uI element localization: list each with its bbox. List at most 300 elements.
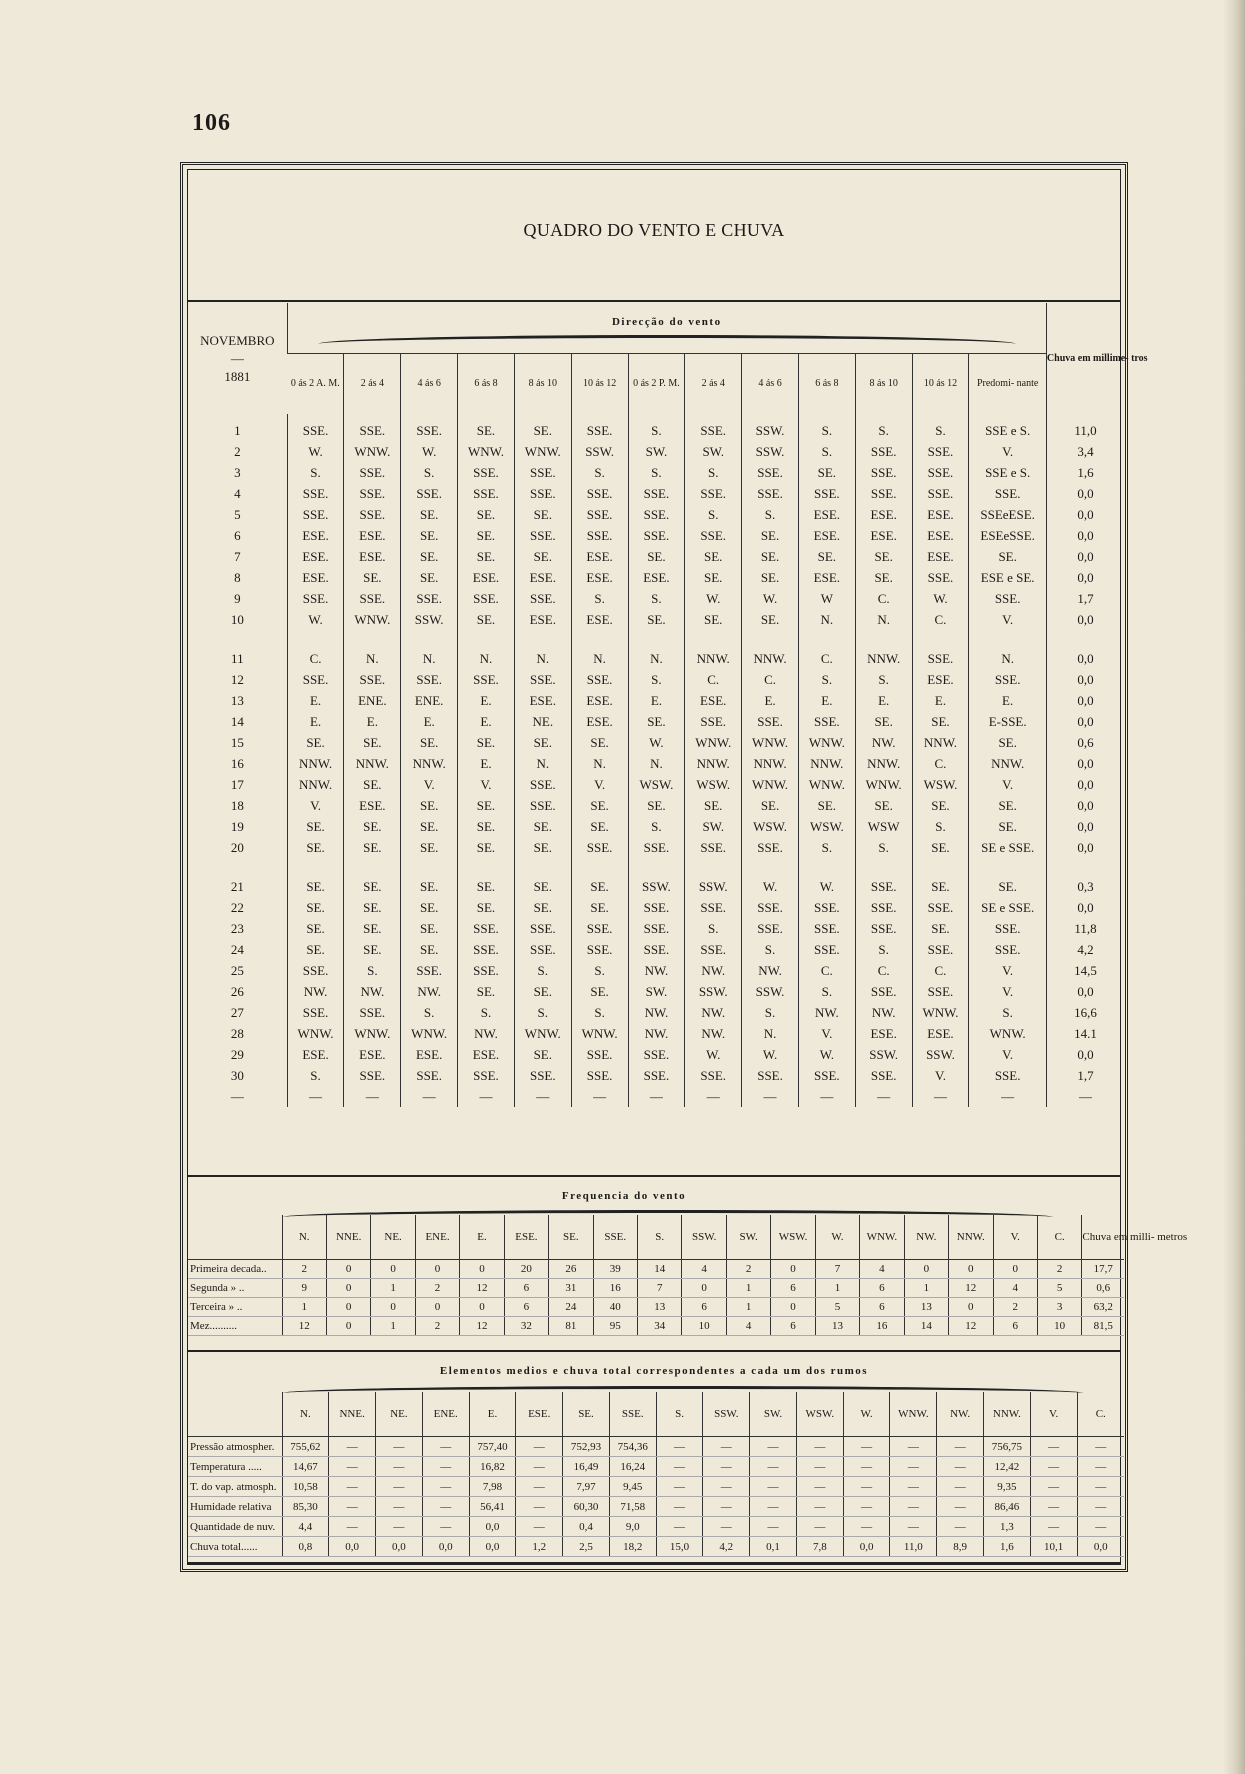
- direction-cell: SSE.: [798, 897, 855, 918]
- direction-cell: S.: [742, 939, 799, 960]
- direction-cell: E.: [912, 690, 969, 711]
- direction-cell: SSE.: [571, 669, 628, 690]
- rain-cell: 0,0: [1046, 525, 1124, 546]
- elements-value-cell: —: [516, 1517, 563, 1537]
- elements-value-cell: —: [656, 1517, 703, 1537]
- table-row: [188, 795, 1124, 816]
- table-row: [188, 504, 1124, 525]
- direction-cell: S.: [798, 669, 855, 690]
- direction-cell: SSW.: [742, 441, 799, 462]
- direction-cell: SE.: [571, 795, 628, 816]
- period-header: 10 ás 12: [571, 354, 628, 415]
- frequency-direction-header: NE.: [371, 1215, 415, 1260]
- direction-cell: WNW.: [401, 1023, 458, 1044]
- elements-value-cell: —: [703, 1477, 750, 1497]
- table-row: [188, 939, 1124, 960]
- direction-cell: SSE.: [287, 960, 344, 981]
- elements-value-cell: —: [376, 1457, 423, 1477]
- direction-cell: SSE.: [855, 462, 912, 483]
- elements-value-cell: —: [329, 1437, 376, 1457]
- direction-cell: SSE.: [571, 939, 628, 960]
- frequency-value-cell: 14: [638, 1260, 682, 1279]
- direction-cell: SSE.: [798, 918, 855, 939]
- direction-cell: E.: [344, 711, 401, 732]
- direction-cell: SE.: [742, 525, 799, 546]
- elements-value-cell: 0,8: [282, 1537, 329, 1557]
- frequency-direction-header: WSW.: [771, 1215, 815, 1260]
- direction-cell: SE.: [401, 837, 458, 858]
- elements-value-cell: —: [329, 1457, 376, 1477]
- elements-value-cell: —: [1077, 1517, 1124, 1537]
- direction-cell: SSW.: [855, 1044, 912, 1065]
- table-row: [188, 816, 1124, 837]
- predominant-cell: SSE.: [969, 939, 1047, 960]
- gap-cell: [685, 858, 742, 876]
- table-row: [188, 1279, 1124, 1298]
- gap-cell: [798, 630, 855, 648]
- elements-value-cell: 7,98: [469, 1477, 516, 1497]
- direction-cell: N.: [344, 648, 401, 669]
- direction-cell: WNW.: [458, 441, 515, 462]
- frequency-direction-header: W.: [815, 1215, 859, 1260]
- frequency-value-cell: 0: [415, 1260, 459, 1279]
- direction-cell: SE.: [912, 876, 969, 897]
- gap-cell: [401, 858, 458, 876]
- direction-cell: SSE.: [912, 939, 969, 960]
- rain-cell: 14.1: [1046, 1023, 1124, 1044]
- period-header: 8 ás 10: [855, 354, 912, 415]
- direction-cell: SW.: [685, 441, 742, 462]
- predominant-cell: SE.: [969, 876, 1047, 897]
- direction-cell: SE.: [458, 816, 515, 837]
- direction-cell: SSE.: [798, 711, 855, 732]
- frequency-value-cell: 0: [326, 1317, 370, 1336]
- frequency-direction-header: NW.: [904, 1215, 948, 1260]
- direction-cell: E.: [742, 690, 799, 711]
- direction-cell: SSE.: [571, 414, 628, 441]
- direction-cell: WNW.: [571, 1023, 628, 1044]
- elements-value-cell: —: [1077, 1477, 1124, 1497]
- direction-cell: ESE.: [855, 504, 912, 525]
- period-header: Predomi- nante: [969, 354, 1047, 415]
- elements-value-cell: 1,6: [984, 1537, 1031, 1557]
- gap-cell: [912, 858, 969, 876]
- direction-cell: SE.: [685, 567, 742, 588]
- direction-cell: NW.: [798, 1002, 855, 1023]
- rain-cell: 0,0: [1046, 897, 1124, 918]
- direction-cell: SSE.: [685, 837, 742, 858]
- period-header-row: [188, 354, 1124, 415]
- frequency-value-cell: 6: [504, 1279, 548, 1298]
- direction-cell: W.: [401, 441, 458, 462]
- direction-cell: NW.: [685, 1023, 742, 1044]
- direction-cell: V.: [912, 1065, 969, 1086]
- direction-cell: SSE.: [912, 648, 969, 669]
- direction-cell: SSE.: [742, 483, 799, 504]
- direction-cell: —: [571, 1086, 628, 1107]
- elements-value-cell: —: [329, 1477, 376, 1497]
- rain-cell: 0,0: [1046, 837, 1124, 858]
- elements-value-cell: —: [656, 1497, 703, 1517]
- table-row: [188, 1537, 1124, 1557]
- direction-cell: S.: [798, 981, 855, 1002]
- frequency-value-cell: 63,2: [1082, 1298, 1124, 1317]
- direction-cell: ESE.: [912, 525, 969, 546]
- direction-cell: S.: [912, 816, 969, 837]
- direction-cell: SSE.: [855, 441, 912, 462]
- direction-cell: S.: [514, 960, 571, 981]
- direction-cell: ESE.: [458, 567, 515, 588]
- direction-cell: ESE.: [571, 711, 628, 732]
- elements-value-cell: 4,4: [282, 1517, 329, 1537]
- direction-cell: ESE.: [855, 1023, 912, 1044]
- direction-cell: E.: [458, 753, 515, 774]
- elements-value-cell: 756,75: [984, 1437, 1031, 1457]
- elements-value-cell: 0,0: [1077, 1537, 1124, 1557]
- rain-cell: 14,5: [1046, 960, 1124, 981]
- elements-table: [188, 1392, 1124, 1557]
- predominant-cell: ESEeSSE.: [969, 525, 1047, 546]
- elements-value-cell: 86,46: [984, 1497, 1031, 1517]
- rain-cell: 1,7: [1046, 588, 1124, 609]
- frequency-direction-header: SW.: [726, 1215, 770, 1260]
- elements-value-cell: —: [329, 1517, 376, 1537]
- direction-cell: SE.: [458, 837, 515, 858]
- elements-header-row: [188, 1392, 1124, 1437]
- direction-cell: NNW.: [685, 648, 742, 669]
- direction-cell: W: [798, 588, 855, 609]
- direction-cell: WNW.: [742, 732, 799, 753]
- elements-value-cell: —: [796, 1497, 843, 1517]
- direction-cell: SE.: [344, 732, 401, 753]
- direction-cell: N.: [401, 648, 458, 669]
- predominant-cell: V.: [969, 774, 1047, 795]
- elements-value-cell: 10,58: [282, 1477, 329, 1497]
- direction-cell: SE.: [287, 918, 344, 939]
- direction-cell: SE.: [685, 609, 742, 630]
- table-row: [188, 669, 1124, 690]
- frequency-table-body: [188, 1260, 1124, 1336]
- period-header: 2 ás 4: [685, 354, 742, 415]
- gap-cell: [287, 630, 344, 648]
- direction-cell: SSE.: [344, 483, 401, 504]
- direction-cell: SW.: [628, 441, 685, 462]
- predominant-cell: S.: [969, 1002, 1047, 1023]
- direction-cell: NNW.: [344, 753, 401, 774]
- predominant-cell: SSE e S.: [969, 414, 1047, 441]
- direction-cell: WSW.: [742, 816, 799, 837]
- elements-value-cell: —: [937, 1517, 984, 1537]
- predominant-cell: WNW.: [969, 1023, 1047, 1044]
- frequency-value-cell: 2: [415, 1317, 459, 1336]
- day-cell: 4: [234, 486, 241, 501]
- table-frame: [180, 162, 1188, 1572]
- elements-value-cell: 9,35: [984, 1477, 1031, 1497]
- direction-cell: W.: [798, 876, 855, 897]
- direction-cell: S.: [571, 462, 628, 483]
- direction-cell: S.: [628, 669, 685, 690]
- direction-cell: SSE.: [344, 462, 401, 483]
- period-header: 6 ás 8: [458, 354, 515, 415]
- frequency-value-cell: 4: [726, 1317, 770, 1336]
- direction-cell: ESE.: [685, 690, 742, 711]
- period-header: 0 ás 2 A. M.: [287, 354, 344, 415]
- direction-cell: SE.: [401, 876, 458, 897]
- direction-cell: SE.: [401, 897, 458, 918]
- direction-cell: C.: [287, 648, 344, 669]
- direction-cell: SSE.: [855, 897, 912, 918]
- elements-value-cell: —: [796, 1457, 843, 1477]
- day-cell: 27: [230, 1005, 244, 1020]
- direction-cell: NW.: [685, 960, 742, 981]
- direction-cell: V.: [798, 1023, 855, 1044]
- direction-cell: C.: [912, 609, 969, 630]
- direction-cell: SSE.: [287, 1002, 344, 1023]
- direction-cell: SSE.: [685, 711, 742, 732]
- row-gap: [188, 630, 1124, 648]
- direction-cell: S.: [855, 837, 912, 858]
- day-cell: 24: [230, 942, 244, 957]
- gap-cell: [514, 858, 571, 876]
- direction-cell: SE.: [401, 504, 458, 525]
- direction-cell: SE.: [401, 567, 458, 588]
- direction-cell: SE.: [571, 816, 628, 837]
- elements-value-cell: —: [329, 1497, 376, 1517]
- day-cell: 7: [234, 549, 241, 564]
- table-row: [188, 1477, 1124, 1497]
- direction-cell: SSW.: [685, 981, 742, 1002]
- direction-cell: SE.: [912, 837, 969, 858]
- frequency-value-cell: 3: [1037, 1298, 1081, 1317]
- frequency-direction-header: WNW.: [860, 1215, 904, 1260]
- gap-cell: [344, 858, 401, 876]
- gap-cell: [571, 858, 628, 876]
- direction-cell: SSE.: [628, 483, 685, 504]
- rain-cell: —: [1046, 1086, 1124, 1107]
- direction-cell: N.: [742, 1023, 799, 1044]
- elements-value-cell: 85,30: [282, 1497, 329, 1517]
- direction-cell: SSE.: [514, 774, 571, 795]
- elements-value-cell: 755,62: [282, 1437, 329, 1457]
- elements-row-label: Chuva total......: [188, 1537, 282, 1557]
- direction-cell: SSE.: [742, 918, 799, 939]
- direction-cell: SSE.: [628, 525, 685, 546]
- direction-cell: N.: [628, 753, 685, 774]
- day-cell: 18: [230, 798, 244, 813]
- direction-cell: C.: [855, 960, 912, 981]
- elements-value-cell: —: [1030, 1517, 1077, 1537]
- direction-cell: SE.: [742, 609, 799, 630]
- frequency-value-cell: 13: [815, 1317, 859, 1336]
- frequency-direction-header: SE.: [549, 1215, 593, 1260]
- elements-rule: [188, 1350, 1120, 1352]
- elements-value-cell: 1,2: [516, 1537, 563, 1557]
- day-cell: 6: [234, 528, 241, 543]
- frequency-value-cell: 0: [904, 1260, 948, 1279]
- direction-cell: ESE.: [571, 609, 628, 630]
- direction-cell: NW.: [401, 981, 458, 1002]
- direction-cell: SE.: [458, 897, 515, 918]
- day-cell: 22: [230, 900, 244, 915]
- elements-direction-header: ENE.: [422, 1392, 469, 1437]
- direction-cell: ESE.: [344, 525, 401, 546]
- frequency-value-cell: 1: [371, 1317, 415, 1336]
- direction-cell: SSE.: [685, 483, 742, 504]
- day-cell: 5: [234, 507, 241, 522]
- rain-cell: 3,4: [1046, 441, 1124, 462]
- table-title: QUADRO DO VENTO E CHUVA: [523, 220, 785, 240]
- direction-cell: S.: [571, 1002, 628, 1023]
- direction-cell: SSE.: [344, 1065, 401, 1086]
- direction-cell: SE.: [458, 795, 515, 816]
- direction-cell: SE.: [287, 816, 344, 837]
- day-cell: 15: [230, 735, 244, 750]
- frequency-value-cell: 7: [638, 1279, 682, 1298]
- direction-cell: SSE.: [458, 960, 515, 981]
- elements-row-label: Quantidade de nuv.: [188, 1517, 282, 1537]
- frequency-direction-header: C.: [1037, 1215, 1081, 1260]
- direction-cell: NNW.: [401, 753, 458, 774]
- gap-cell: [188, 630, 287, 648]
- direction-cell: SE.: [458, 732, 515, 753]
- frequency-value-cell: 40: [593, 1298, 637, 1317]
- direction-cell: E.: [628, 690, 685, 711]
- rain-cell: 0,0: [1046, 567, 1124, 588]
- predominant-cell: SE e SSE.: [969, 897, 1047, 918]
- direction-cell: SSE.: [685, 939, 742, 960]
- gap-cell: [855, 630, 912, 648]
- elements-value-cell: —: [1030, 1457, 1077, 1477]
- direction-cell: E.: [401, 711, 458, 732]
- direction-cell: SE.: [571, 981, 628, 1002]
- direction-cell: SE.: [514, 1044, 571, 1065]
- frequency-header-row: [188, 1215, 1124, 1260]
- gap-cell: [628, 630, 685, 648]
- direction-cell: SSE.: [855, 1065, 912, 1086]
- direction-cell: ESE.: [571, 690, 628, 711]
- day-cell: 16: [230, 756, 244, 771]
- elements-value-cell: 0,0: [843, 1537, 890, 1557]
- direction-cell: N.: [514, 648, 571, 669]
- direction-cell: SE.: [458, 546, 515, 567]
- direction-cell: SSE.: [458, 939, 515, 960]
- direction-cell: SE.: [798, 795, 855, 816]
- elements-direction-header: SE.: [563, 1392, 610, 1437]
- direction-cell: ESE.: [912, 504, 969, 525]
- direction-cell: S.: [628, 816, 685, 837]
- direction-cell: SSW.: [742, 981, 799, 1002]
- elements-direction-header: NNW.: [984, 1392, 1031, 1437]
- direction-cell: SE.: [287, 732, 344, 753]
- table-row: [188, 1317, 1124, 1336]
- direction-cell: ESE.: [912, 1023, 969, 1044]
- frequency-value-cell: 0: [326, 1279, 370, 1298]
- elements-value-cell: 754,36: [609, 1437, 656, 1457]
- frequency-value-cell: 2: [1037, 1260, 1081, 1279]
- direction-cell: N.: [514, 753, 571, 774]
- elements-row-label: Pressão atmospher.: [188, 1437, 282, 1457]
- table-row: [188, 483, 1124, 504]
- day-cell: 2: [234, 444, 241, 459]
- predominant-cell: E-SSE.: [969, 711, 1047, 732]
- day-cell: 30: [230, 1068, 244, 1083]
- direction-cell: NW.: [344, 981, 401, 1002]
- rain-cell: 0,0: [1046, 648, 1124, 669]
- direction-cell: NW.: [287, 981, 344, 1002]
- direction-cell: C.: [798, 648, 855, 669]
- direction-cell: NW.: [855, 1002, 912, 1023]
- rain-cell: 0,0: [1046, 546, 1124, 567]
- elements-direction-header: NNE.: [329, 1392, 376, 1437]
- direction-cell: SE.: [458, 981, 515, 1002]
- frequency-value-cell: 12: [949, 1317, 993, 1336]
- rain-cell: 16,6: [1046, 1002, 1124, 1023]
- direction-cell: —: [855, 1086, 912, 1107]
- direction-cell: W.: [742, 588, 799, 609]
- direction-cell: WSW.: [685, 774, 742, 795]
- direction-cell: SE.: [514, 981, 571, 1002]
- direction-cell: SE.: [742, 546, 799, 567]
- direction-cell: ESE.: [798, 525, 855, 546]
- direction-cell: SE.: [401, 546, 458, 567]
- wind-table-head: [188, 303, 1148, 414]
- frequency-value-cell: 14: [904, 1317, 948, 1336]
- direction-cell: NNW.: [287, 774, 344, 795]
- direction-cell: S.: [685, 504, 742, 525]
- direction-cell: SE.: [401, 732, 458, 753]
- direction-cell: SE.: [344, 816, 401, 837]
- gap-cell: [287, 858, 344, 876]
- predominant-cell: V.: [969, 1044, 1047, 1065]
- direction-cell: W.: [742, 876, 799, 897]
- frequency-value-cell: 6: [771, 1279, 815, 1298]
- frequency-value-cell: 1: [815, 1279, 859, 1298]
- predominant-cell: N.: [969, 648, 1047, 669]
- direction-cell: SSE.: [344, 669, 401, 690]
- direction-cell: ESE.: [514, 567, 571, 588]
- frequency-header: Frequencia do vento: [561, 1190, 687, 1202]
- direction-cell: SSE.: [401, 483, 458, 504]
- direction-cell: ENE.: [344, 690, 401, 711]
- direction-cell: SSE.: [628, 1065, 685, 1086]
- frequency-value-cell: 0: [993, 1260, 1037, 1279]
- gap-cell: [571, 630, 628, 648]
- frequency-value-cell: 81,5: [1082, 1317, 1124, 1336]
- direction-cell: C.: [742, 669, 799, 690]
- elements-value-cell: —: [843, 1517, 890, 1537]
- rain-cell: 11,8: [1046, 918, 1124, 939]
- direction-cell: SSE.: [458, 483, 515, 504]
- table-row: [188, 441, 1124, 462]
- elements-value-cell: 16,82: [469, 1457, 516, 1477]
- direction-cell: SE.: [685, 546, 742, 567]
- table-row: [188, 981, 1124, 1002]
- direction-cell: NW.: [685, 1002, 742, 1023]
- direction-cell: SE.: [287, 939, 344, 960]
- table-row: [188, 1497, 1124, 1517]
- predominant-cell: E.: [969, 690, 1047, 711]
- direction-header-cell: [287, 303, 1046, 354]
- direction-cell: ESE.: [344, 795, 401, 816]
- table-row: [188, 1023, 1124, 1044]
- direction-cell: SSE.: [628, 837, 685, 858]
- gap-cell: [628, 858, 685, 876]
- direction-cell: SSE.: [571, 1044, 628, 1065]
- wind-direction-table: [188, 303, 1148, 1107]
- day-cell: 1: [234, 423, 241, 438]
- direction-cell: —: [401, 1086, 458, 1107]
- direction-cell: SSE.: [401, 669, 458, 690]
